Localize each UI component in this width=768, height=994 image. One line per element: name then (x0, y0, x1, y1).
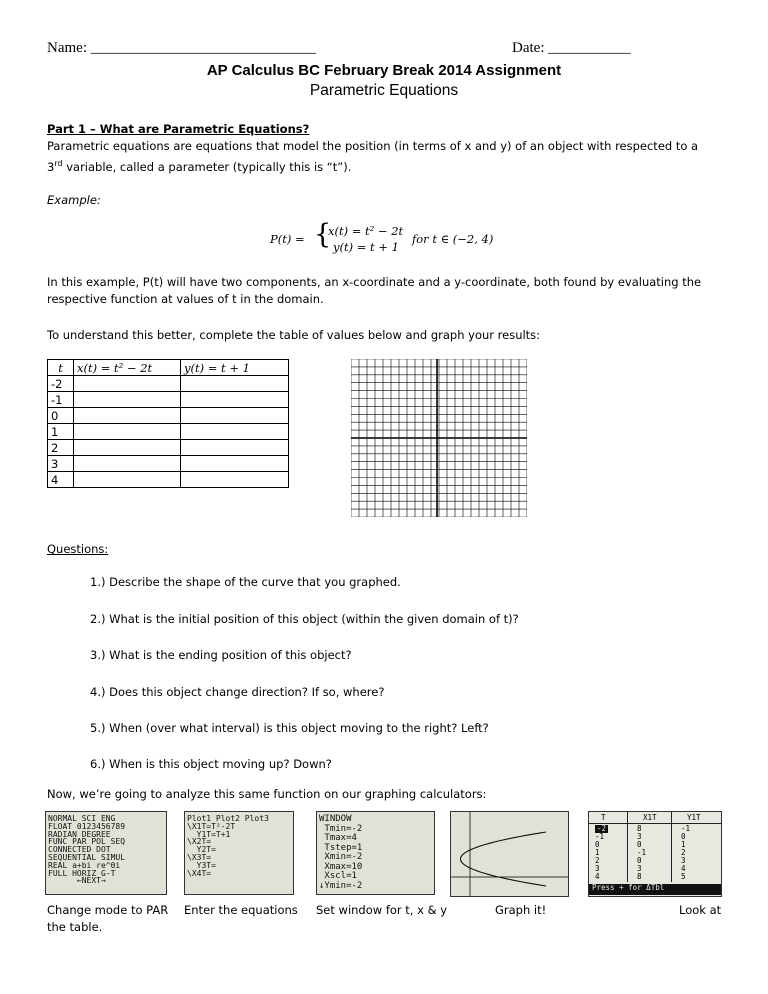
equation-x: x(t) = t² − 2t (328, 224, 404, 238)
calc-table-header-rule (589, 823, 721, 824)
mode-screen-text: NORMAL SCI ENG FLOAT 0123456789 RADIAN DEGREE FUNC PAR POL SEQ CONNECTED DOT SEQUENTIAL SIMUL REAL a+bi re^θi FULL HORIZ G-T ←NEXT→ (48, 814, 126, 886)
calc-table-cell: 0 (681, 832, 686, 841)
calc-table-cell: 3 (595, 864, 600, 873)
intro-line-2 (47, 155, 717, 176)
y-answer-cell[interactable] (181, 376, 289, 392)
calc-table-cell: 3 (637, 864, 642, 873)
y-answer-cell[interactable] (181, 440, 289, 456)
name-label: Name: (47, 40, 87, 56)
t-cell: 2 (48, 440, 74, 456)
page-title: AP Calculus BC February Break 2014 Assignment (206, 62, 562, 79)
blank-graph-grid[interactable] (351, 359, 527, 517)
calc-table-cell: 4 (681, 864, 686, 873)
x-answer-cell[interactable] (74, 424, 181, 440)
t-cell: 1 (48, 424, 74, 440)
intro-line-1: Parametric equations are equations that model the position (in terms of x and y) of an object with respected to a (47, 139, 699, 153)
table-row (48, 440, 289, 456)
table-row (48, 456, 289, 472)
t-cell: -1 (48, 392, 74, 408)
equation-brace: { (314, 219, 332, 250)
question-item: 1.) Describe the shape of the curve that you graphed. (90, 575, 401, 589)
date-label: Date: (512, 40, 545, 56)
calc-table-cell: 4 (595, 872, 600, 881)
calc-table-cell: -1 (681, 824, 691, 833)
t-cell: -2 (48, 376, 74, 392)
question-item: 3.) What is the ending position of this object? (90, 648, 352, 662)
x-answer-cell[interactable] (74, 376, 181, 392)
example-label: Example: (47, 193, 101, 207)
caption-window: Set window for t, x & y (316, 903, 448, 917)
table-row (48, 408, 289, 424)
calc-table-header: T (601, 813, 606, 822)
part1-heading: Part 1 – What are Parametric Equations? (47, 122, 310, 136)
calc-table-footer: Press + for ΔTbl (589, 884, 721, 895)
calc-table-cell: -1 (595, 832, 605, 841)
intro-line-2-text: variable, called a parameter (typically this is “t”). (62, 159, 352, 174)
page-subtitle: Parametric Equations (309, 82, 459, 99)
window-screen-text: WINDOW Tmin=-2 Tmax=4 Tstep=1 Xmin=-2 Xmax=10 Xscl=1 ↓Ymin=-2 (319, 814, 363, 891)
table-header-x: x(t) = t² − 2t (74, 360, 181, 376)
calc-table-cell: 0 (637, 840, 642, 849)
caption-mode: Change mode to PAR (47, 903, 169, 917)
calc-table-cell: 2 (595, 856, 600, 865)
mode-screen (45, 811, 167, 895)
y-answer-cell[interactable] (181, 424, 289, 440)
table-header-y: y(t) = t + 1 (181, 360, 289, 376)
x-answer-cell[interactable] (74, 456, 181, 472)
questions-heading: Questions: (47, 542, 109, 556)
graph-screen-plot (451, 812, 568, 896)
calc-table-cell: 2 (681, 848, 686, 857)
date-field (512, 40, 631, 57)
caption-graph: Graph it! (495, 903, 547, 917)
calc-table-header: X1T (643, 813, 657, 822)
calc-table-cell: 8 (637, 872, 642, 881)
equations-screen-text: Plot1 Plot2 Plot3 \X1T=T²-2T Y1T=T+1 \X2T= Y2T= \X3T= Y3T= \X4T= (187, 814, 269, 878)
instruction-text: To understand this better, complete the table of values below and graph your results: (47, 328, 541, 342)
calc-table-cell: 3 (681, 856, 686, 865)
intro-ordinal: 3 (47, 159, 55, 174)
y-answer-cell[interactable] (181, 408, 289, 424)
window-screen (316, 811, 435, 895)
explain-line-1: In this example, P(t) will have two components, an x-coordinate and a y-coordinate, both found by evaluating the (47, 275, 702, 289)
explain-line-2: respective function at values of t in the domain. (47, 292, 324, 306)
calc-table-cell: -2 (597, 824, 607, 833)
x-answer-cell[interactable] (74, 408, 181, 424)
calc-table-header: Y1T (687, 813, 701, 822)
question-item: 6.) When is this object moving up? Down? (90, 757, 332, 771)
table-screen (588, 811, 722, 897)
question-item: 5.) When (over what interval) is this object moving to the right? Left? (90, 721, 489, 735)
equation-y: y(t) = t + 1 (333, 240, 399, 254)
caption-table: Look at (679, 903, 722, 917)
x-answer-cell[interactable] (74, 392, 181, 408)
caption-equations: Enter the equations (184, 903, 298, 917)
table-row (48, 472, 289, 488)
equation-domain: for t ∈ (−2, 4) (412, 232, 494, 246)
calc-table-cell: 0 (595, 840, 600, 849)
x-answer-cell[interactable] (74, 440, 181, 456)
table-row (48, 392, 289, 408)
name-field (47, 40, 316, 57)
table-row (48, 424, 289, 440)
calc-table-cell: 3 (637, 832, 642, 841)
t-cell: 4 (48, 472, 74, 488)
question-item: 2.) What is the initial position of this object (within the given domain of t)? (90, 612, 519, 626)
calc-table-cell: 8 (637, 824, 642, 833)
calc-table-cell: 5 (681, 872, 686, 881)
x-answer-cell[interactable] (74, 472, 181, 488)
t-cell: 0 (48, 408, 74, 424)
y-answer-cell[interactable] (181, 392, 289, 408)
calc-table-cell: -1 (637, 848, 647, 857)
equations-screen (184, 811, 294, 895)
values-table (47, 359, 289, 488)
caption-table-continued: the table. (47, 920, 103, 934)
calculator-intro: Now, we’re going to analyze this same function on our graphing calculators: (47, 787, 487, 801)
table-header-t: t (48, 360, 74, 376)
table-row (48, 376, 289, 392)
question-item: 4.) Does this object change direction? If so, where? (90, 685, 385, 699)
parametric-curve (461, 832, 547, 886)
calc-table-grid (589, 812, 721, 896)
calc-table-cell: 1 (681, 840, 686, 849)
calc-table-cell: 0 (637, 856, 642, 865)
y-answer-cell[interactable] (181, 456, 289, 472)
equation-lhs: P(t) = (270, 232, 305, 246)
date-blank: ___________ (548, 40, 631, 56)
table-header-row (48, 360, 289, 376)
graph-screen (450, 811, 569, 897)
calc-table-cell: 1 (595, 848, 600, 857)
name-blank: ______________________________ (90, 40, 316, 56)
t-cell: 3 (48, 456, 74, 472)
intro-ordinal-suffix: rd (54, 159, 63, 168)
y-answer-cell[interactable] (181, 472, 289, 488)
